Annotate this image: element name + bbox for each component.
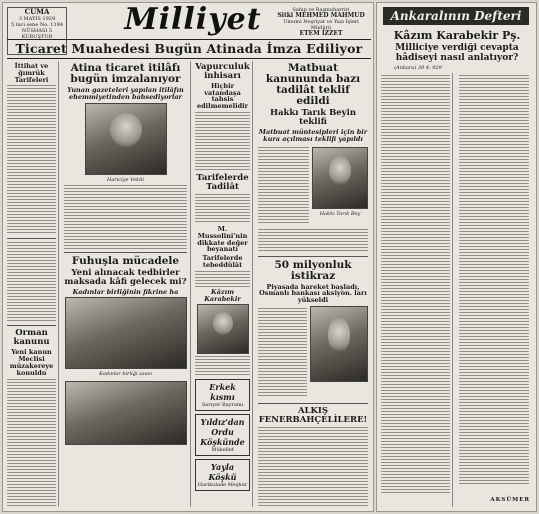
photo-caption: Hariciye Vekili: [106, 176, 145, 183]
col2-subheadline-2: Yeni alınacak tedbirler maksada kâfi gelecek mi?: [64, 267, 187, 287]
ad-text: Harikulade Meşhur: [197, 482, 248, 489]
article-text: [64, 185, 187, 249]
divider: [7, 238, 56, 239]
editor-name-2: ETEM İZZET: [299, 30, 343, 37]
side-title: Ankaralının Defteri: [383, 7, 529, 25]
ceremony-photo: [65, 381, 187, 445]
photo-block: [312, 145, 368, 227]
divider: [258, 403, 368, 404]
editor-box: [273, 7, 369, 37]
ad-title: Erkek kısmı: [209, 382, 236, 403]
side-signature: AKSÜMER: [490, 497, 530, 503]
divider: [64, 252, 187, 253]
col1-subheadline: Yeni kanun Meclisi müzakereye konuldu: [9, 348, 54, 377]
portrait-photo-2: [197, 304, 249, 354]
column-4: [255, 61, 371, 507]
ad-box-3: [195, 459, 250, 491]
article-text: [258, 147, 309, 225]
portrait-photo-3: [312, 147, 368, 209]
portrait-photo-4: [310, 306, 368, 382]
col3-headline-4: Tarifelerde tebeddülât: [202, 254, 243, 269]
col3-headline: Vapurculuk inhisarı: [195, 62, 250, 81]
article-text: [195, 271, 250, 287]
group-photo: [65, 297, 187, 369]
col1-headline-2: Orman kanunu: [13, 328, 50, 348]
divider: [258, 256, 368, 257]
article-text: [459, 75, 529, 485]
ad-text: Mükellef: [211, 447, 234, 454]
col4-subheadline-2: Matbuat müntesipleri için bir kura açılması teklifi yapıldı: [258, 127, 368, 143]
editor-title-2: Umumi Neşriyat ve Yazı İşleri Müdürü: [283, 19, 359, 31]
col2-subheadline-3: Kadınlar birliğinin fikrine ha: [72, 287, 179, 296]
issue-date: 3 MAYIS 1929: [18, 16, 56, 22]
side-question: Milliciye verdiği cevapta hâdiseyi nasıl anlatıyor?: [395, 43, 519, 63]
col4-headline-2: 50 milyonluk istikraz: [274, 258, 352, 282]
ad-text: Sarıyer Bayramı: [201, 402, 244, 409]
newspaper-front-page: [2, 2, 374, 512]
col2-subheadline: Yunan gazeteleri yapılan itilâfın ehemmiyetinden bahsediyorlar: [67, 86, 184, 101]
article-block: [258, 145, 368, 227]
ad-box-1: [195, 379, 250, 411]
banner-headline: Ticaret Muahedesi Bugün Atinada İmza Ediliyor: [7, 39, 371, 59]
side-dateline: (Ankara) 30 4. 929: [394, 65, 442, 71]
col3-headline-3: M. Mussolini'nin dikkate değer beyanatı: [197, 224, 248, 254]
column-2: [61, 61, 191, 507]
col4-subheadline: Hakkı Tarık Beyin teklifi: [269, 108, 357, 127]
article-text: [258, 427, 368, 507]
photo-caption-3: Hakkı Tarık Bey: [319, 210, 361, 217]
article-text: [7, 379, 56, 507]
col3-headline-5: Kâzım Karabekir: [204, 287, 241, 303]
col4-headline-3: ALKIŞ FENERBAHÇELİLERE!: [258, 406, 368, 425]
side-subject-name: Kâzım Karabekir Pş.: [393, 29, 521, 42]
side-column-2: [457, 73, 529, 507]
article-text: [195, 112, 250, 172]
article-block: [258, 306, 368, 400]
article-text: [7, 85, 56, 235]
article-text: [195, 356, 250, 376]
column-1: [7, 61, 59, 507]
article-text: [258, 229, 368, 253]
col4-headline: Matbuat kanununda bazı tadilât teklif edildi: [265, 62, 361, 108]
newspaper-logo: Milliyet: [124, 2, 262, 37]
side-clipping: [376, 2, 537, 512]
ad-title: Yayla Köşkü: [208, 462, 237, 483]
divider: [7, 325, 56, 326]
article-text: [7, 242, 56, 322]
editor-title: Sahip ve Başmuharriri: [292, 7, 350, 13]
issue-price: NÜSHASI 5 KURUŞTUR: [21, 28, 53, 40]
issue-number: 5 inci sene No. 1184: [10, 22, 64, 28]
col3-subheadline: Hiçbir vatandaşa tahsis edilmemelidir: [196, 81, 249, 111]
ad-title: Yıldız'dan Ordu Köşkünde: [200, 417, 245, 448]
article-text: [381, 75, 450, 495]
portrait-photo: [85, 103, 167, 175]
ad-box-2: [195, 414, 250, 456]
side-column-1: [381, 73, 453, 507]
photo-caption-2: Kadınlar birliği azası: [99, 371, 152, 378]
issue-day: CUMA: [24, 7, 50, 16]
col3-headline-2: Tarifelerde Tadilât: [196, 173, 249, 193]
col4-subheadline-3: Piyasada hareket başladı, Osmanlı bankası aksiyon. ları yükseldi: [259, 282, 367, 305]
article-text: [195, 194, 250, 224]
editor-name: Sitki MEHMED MAHMUD: [277, 12, 365, 19]
article-text: [258, 308, 307, 398]
col1-headline: İttihat ve ğımrük Tarifeleri: [14, 62, 49, 84]
col2-headline-2: Fuhuşla mücadele: [71, 254, 180, 267]
col2-headline: Atina ticaret itilâfı bugün imzalanıyor: [70, 62, 181, 86]
column-3: [193, 61, 253, 507]
